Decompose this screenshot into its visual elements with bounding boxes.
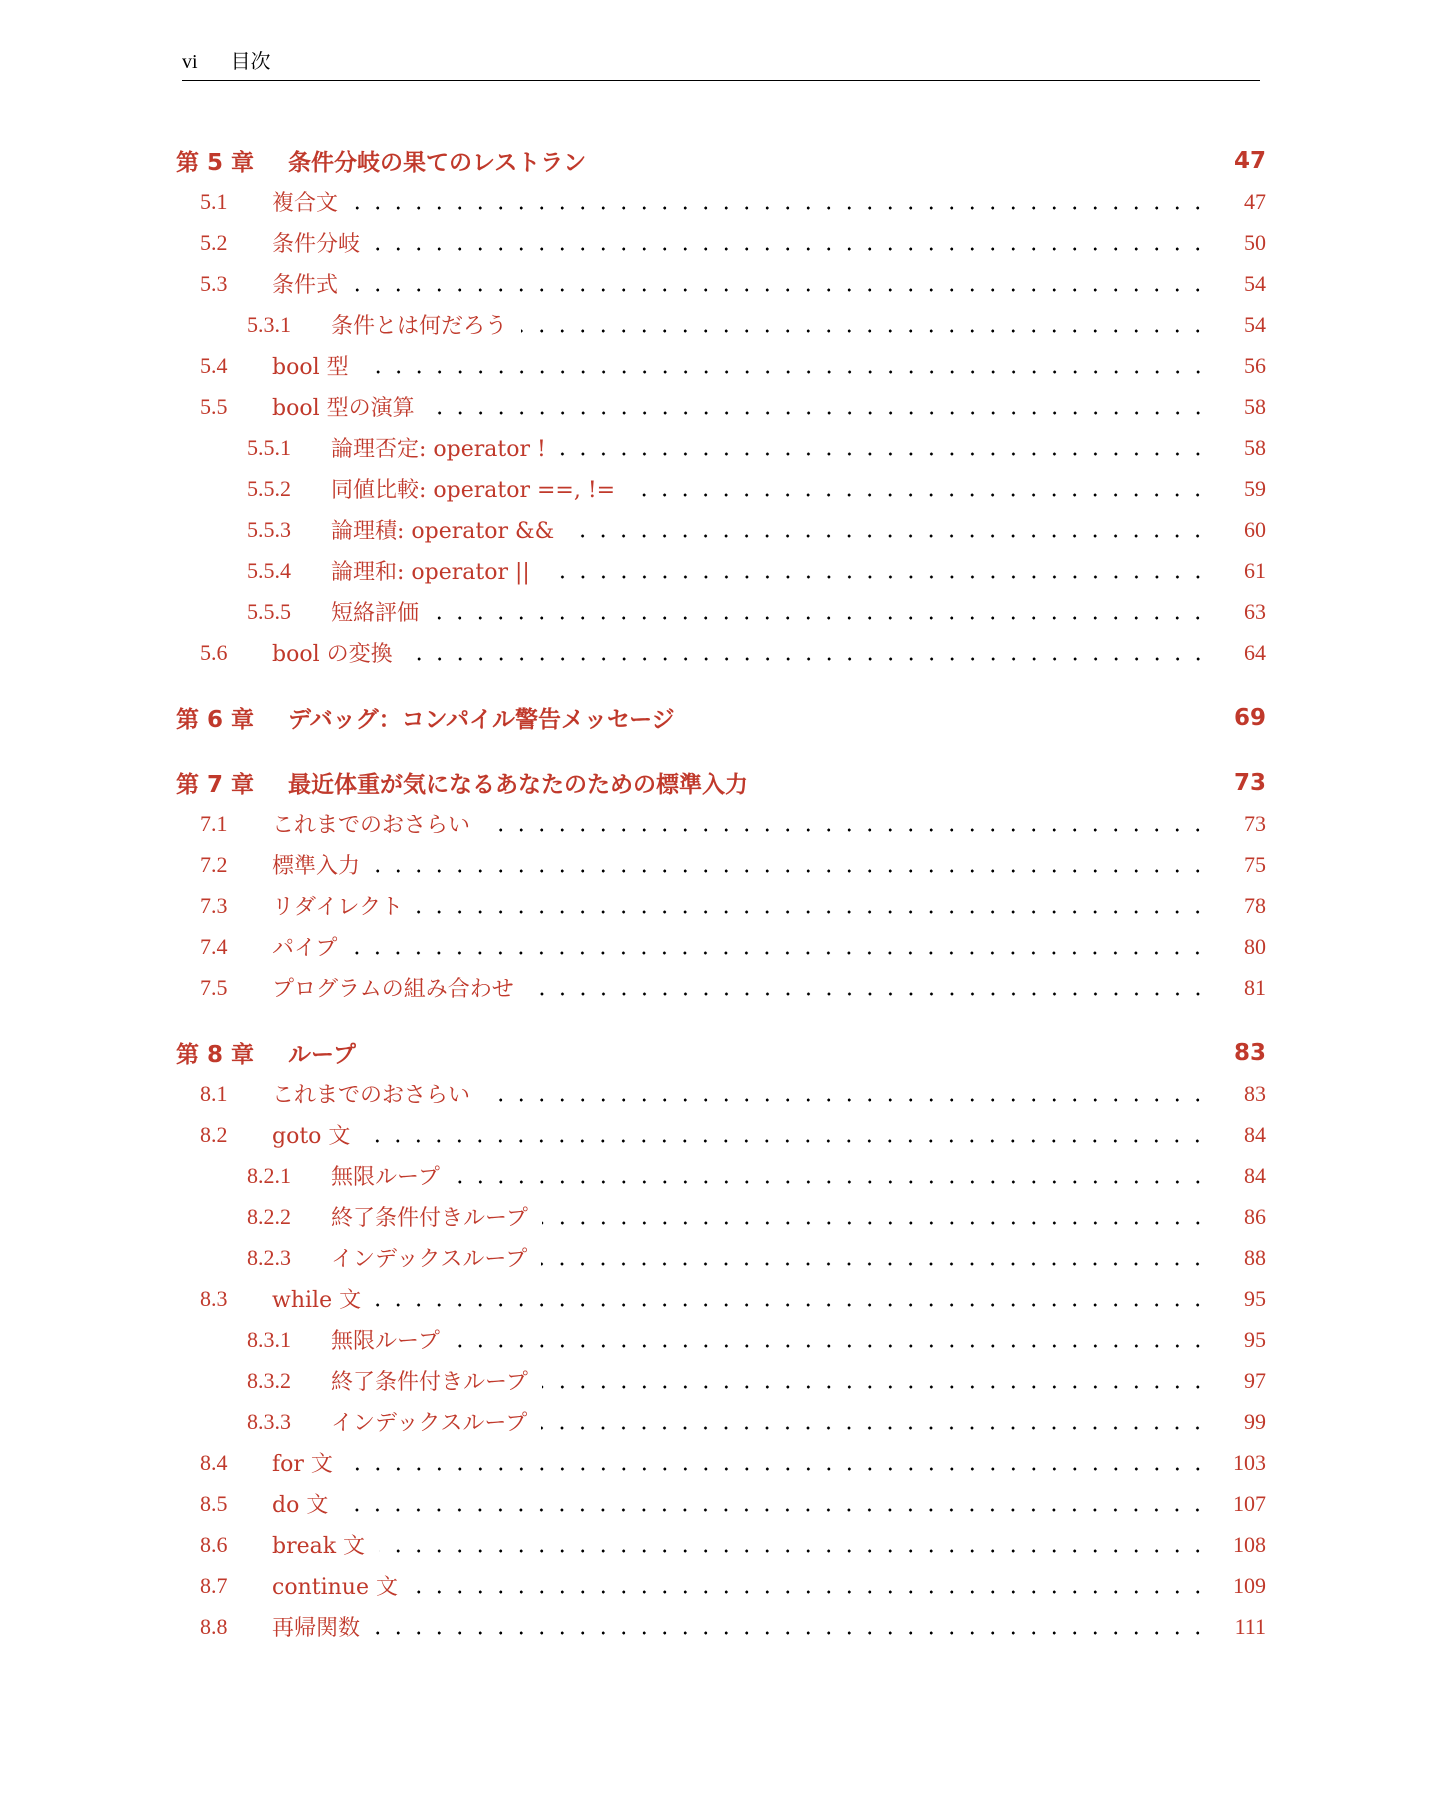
dot-leader <box>433 616 1208 620</box>
toc-entry-page: 60 <box>1244 516 1266 542</box>
toc-subsection-entry[interactable] <box>176 1401 1266 1442</box>
toc-entry-number: 7.4 <box>200 933 228 959</box>
dot-leader <box>544 575 1208 579</box>
toc-entry-page: 107 <box>1233 1490 1266 1516</box>
toc-subsection-entry[interactable] <box>176 550 1266 591</box>
toc-section-entry[interactable] <box>176 386 1266 427</box>
toc-entry-page: 95 <box>1244 1326 1266 1352</box>
toc-entry-number: 第 5 章 <box>176 150 255 176</box>
toc-entry-title: 条件分岐 <box>272 232 361 257</box>
toc-entry-number: 7.2 <box>200 851 228 877</box>
toc-entry-title: ループ <box>288 1042 356 1068</box>
dot-leader <box>375 1303 1208 1307</box>
toc-subsection-entry[interactable] <box>176 1360 1266 1401</box>
dot-leader <box>542 1221 1208 1225</box>
toc-entry-number: 8.3.3 <box>247 1408 291 1434</box>
toc-entry-number: 第 8 章 <box>176 1042 255 1068</box>
toc-entry-title: インデックスループ <box>331 1411 528 1436</box>
toc-entry-title: リダイレクト <box>272 895 404 920</box>
toc-section-entry[interactable] <box>176 222 1266 263</box>
toc-entry-number: 8.2.1 <box>247 1162 291 1188</box>
dot-leader <box>364 1139 1208 1143</box>
toc-entry-title: goto 文 <box>272 1124 351 1149</box>
toc-entry-page: 84 <box>1244 1121 1266 1147</box>
toc-entry-number: 8.3.2 <box>247 1367 291 1393</box>
dot-leader <box>560 452 1208 456</box>
toc-entry-page: 97 <box>1244 1367 1266 1393</box>
toc-entry-page: 59 <box>1244 475 1266 501</box>
dot-leader <box>454 1180 1208 1184</box>
toc-section-entry[interactable] <box>176 844 1266 885</box>
toc-entry-number: 5.2 <box>200 229 228 255</box>
toc-section-entry[interactable] <box>176 1442 1266 1483</box>
dot-leader <box>379 1549 1208 1553</box>
toc-entry-title: bool 型 <box>272 355 349 380</box>
toc-entry-page: 83 <box>1233 1039 1266 1066</box>
toc-entry-number: 5.5.3 <box>247 516 291 542</box>
toc-entry-page: 103 <box>1233 1449 1266 1475</box>
toc-entry-title: デバッグ：コンパイル警告メッセージ <box>288 707 675 733</box>
toc-entry-title: 無限ループ <box>331 1329 440 1354</box>
toc-section-entry[interactable] <box>176 1483 1266 1524</box>
toc-entry-page: 58 <box>1244 393 1266 419</box>
toc-section-entry[interactable] <box>176 1606 1266 1647</box>
toc-section-entry[interactable] <box>176 885 1266 926</box>
toc-entry-title: 論理否定: operator ! <box>331 437 546 462</box>
dot-leader <box>374 1631 1208 1635</box>
toc-entry-number: 8.3.1 <box>247 1326 291 1352</box>
toc-section-entry[interactable] <box>176 1073 1266 1114</box>
toc-entry-page: 73 <box>1244 810 1266 836</box>
toc-section-entry[interactable] <box>176 926 1266 967</box>
toc-entry-page: 47 <box>1244 188 1266 214</box>
dot-leader <box>417 910 1208 914</box>
toc-section-entry[interactable] <box>176 1524 1266 1565</box>
running-title: 目次 <box>230 51 271 73</box>
dot-leader <box>689 722 1208 726</box>
toc-entry-title: for 文 <box>272 1452 333 1477</box>
toc-entry-title: bool 型の演算 <box>272 396 415 421</box>
toc-entry-number: 8.2.2 <box>247 1203 291 1229</box>
toc-entry-title: 標準入力 <box>272 854 361 879</box>
toc-entry-number: 5.5.2 <box>247 475 291 501</box>
toc-chapter-entry[interactable] <box>176 697 1266 738</box>
toc-entry-number: 8.3 <box>200 1285 228 1311</box>
toc-subsection-entry[interactable] <box>176 509 1266 550</box>
toc-entry-number: 5.4 <box>200 352 228 378</box>
toc-entry-page: 99 <box>1244 1408 1266 1434</box>
toc-entry-title: bool の変換 <box>272 642 393 667</box>
toc-entry-number: 8.6 <box>200 1531 228 1557</box>
dot-leader <box>342 1508 1208 1512</box>
toc-subsection-entry[interactable] <box>176 427 1266 468</box>
toc-entry-title: 論理和: operator || <box>331 560 530 585</box>
toc-entry-title: 条件式 <box>272 273 339 298</box>
dot-leader <box>374 869 1208 873</box>
toc-entry-number: 8.2.3 <box>247 1244 291 1270</box>
toc-section-entry[interactable] <box>176 345 1266 386</box>
toc-entry-title: break 文 <box>272 1534 366 1559</box>
dot-leader <box>541 1426 1208 1430</box>
toc-entry-page: 84 <box>1244 1162 1266 1188</box>
toc-section-entry[interactable] <box>176 263 1266 304</box>
toc-entry-number: 第 7 章 <box>176 772 255 798</box>
toc-entry-title: 複合文 <box>272 191 339 216</box>
toc-entry-title: これまでのおさらい <box>272 1083 471 1108</box>
toc-entry-title: do 文 <box>272 1493 329 1518</box>
toc-entry-title: 無限ループ <box>331 1165 440 1190</box>
toc-entry-number: 7.3 <box>200 892 228 918</box>
toc-section-entry[interactable] <box>176 1114 1266 1155</box>
dot-leader <box>351 951 1208 955</box>
dot-leader <box>484 1098 1208 1102</box>
toc-entry-page: 63 <box>1244 598 1266 624</box>
dot-leader <box>374 247 1208 251</box>
toc-entry-number: 5.3 <box>200 270 228 296</box>
toc-chapter-entry[interactable] <box>176 762 1266 803</box>
toc-entry-number: 7.5 <box>200 974 228 1000</box>
toc-entry-page: 75 <box>1244 851 1266 877</box>
dot-leader <box>412 1590 1208 1594</box>
page-header <box>182 52 1260 81</box>
toc-entry-page: 108 <box>1233 1531 1266 1557</box>
toc-entry-page: 109 <box>1233 1572 1266 1598</box>
toc-section-entry[interactable] <box>176 967 1266 1008</box>
toc-entry-number: 8.5 <box>200 1490 228 1516</box>
dot-leader <box>600 165 1208 169</box>
dot-leader <box>541 1262 1208 1266</box>
toc-subsection-entry[interactable] <box>176 1237 1266 1278</box>
toc-entry-title: 終了条件付きループ <box>331 1370 528 1395</box>
toc-entry-page: 61 <box>1244 557 1266 583</box>
toc-entry-title: continue 文 <box>272 1575 398 1600</box>
toc-section-entry[interactable] <box>176 632 1266 673</box>
toc-entry-title: 再帰関数 <box>272 1616 361 1641</box>
toc-section-entry[interactable] <box>176 1565 1266 1606</box>
toc-entry-page: 50 <box>1244 229 1266 255</box>
toc-entry-title: 最近体重が気になるあなたのための標準入力 <box>288 772 748 798</box>
toc-entry-number: 5.3.1 <box>247 311 291 337</box>
toc-entry-page: 64 <box>1244 639 1266 665</box>
toc-entry-number: 5.6 <box>200 639 228 665</box>
toc-entry-number: 8.8 <box>200 1613 228 1639</box>
toc-entry-number: 8.4 <box>200 1449 228 1475</box>
dot-leader <box>484 828 1208 832</box>
dot-leader <box>454 1344 1208 1348</box>
toc-entry-page: 56 <box>1244 352 1266 378</box>
toc-entry-page: 54 <box>1244 270 1266 296</box>
toc-entry-number: 8.1 <box>200 1080 228 1106</box>
toc-subsection-entry[interactable] <box>176 304 1266 345</box>
toc-entry-page: 73 <box>1233 769 1266 796</box>
toc-entry-number: 7.1 <box>200 810 228 836</box>
toc-entry-page: 78 <box>1244 892 1266 918</box>
toc-entry-page: 88 <box>1244 1244 1266 1270</box>
toc-entry-page: 83 <box>1244 1080 1266 1106</box>
dot-leader <box>542 1385 1208 1389</box>
toc-entry-page: 111 <box>1234 1613 1266 1639</box>
toc-entry-number: 8.7 <box>200 1572 228 1598</box>
toc-entry-number: 5.5 <box>200 393 228 419</box>
toc-entry-page: 81 <box>1244 974 1266 1000</box>
page-number: vi <box>182 51 198 73</box>
toc-entry-page: 86 <box>1244 1203 1266 1229</box>
toc-entry-page: 58 <box>1244 434 1266 460</box>
toc-entry-page: 54 <box>1244 311 1266 337</box>
toc-subsection-entry[interactable] <box>176 468 1266 509</box>
dot-leader <box>568 534 1208 538</box>
toc-chapter-entry[interactable] <box>176 140 1266 181</box>
dot-leader <box>429 411 1208 415</box>
toc-entry-title: 論理積: operator && <box>331 519 555 544</box>
toc-entry-title: プログラムの組み合わせ <box>272 977 514 1002</box>
toc-subsection-entry[interactable] <box>176 1155 1266 1196</box>
toc-chapter-entry[interactable] <box>176 1032 1266 1073</box>
toc-entry-number: 8.2 <box>200 1121 228 1147</box>
table-of-contents <box>176 140 1266 1647</box>
toc-subsection-entry[interactable] <box>176 1319 1266 1360</box>
toc-subsection-entry[interactable] <box>176 1196 1266 1237</box>
toc-entry-title: インデックスループ <box>331 1247 528 1272</box>
dot-leader <box>347 1467 1208 1471</box>
toc-entry-page: 69 <box>1233 704 1266 731</box>
dot-leader <box>363 370 1208 374</box>
toc-entry-title: while 文 <box>272 1288 362 1313</box>
toc-section-entry[interactable] <box>176 181 1266 222</box>
dot-leader <box>762 787 1208 791</box>
toc-entry-page: 47 <box>1233 147 1266 174</box>
toc-entry-title: これまでのおさらい <box>272 813 471 838</box>
toc-entry-title: 短絡評価 <box>331 601 420 626</box>
toc-entry-number: 第 6 章 <box>176 707 255 733</box>
toc-entry-title: パイプ <box>272 936 338 961</box>
toc-entry-title: 条件分岐の果てのレストラン <box>288 150 587 176</box>
toc-entry-page: 80 <box>1244 933 1266 959</box>
dot-leader <box>407 657 1208 661</box>
toc-section-entry[interactable] <box>176 1278 1266 1319</box>
dot-leader <box>370 1057 1208 1061</box>
dot-leader <box>629 493 1208 497</box>
toc-subsection-entry[interactable] <box>176 591 1266 632</box>
dot-leader <box>528 992 1208 996</box>
dot-leader <box>352 206 1208 210</box>
dot-leader <box>352 288 1208 292</box>
toc-entry-number: 5.1 <box>200 188 228 214</box>
dot-leader <box>521 329 1208 333</box>
toc-entry-title: 条件とは何だろう <box>331 314 508 339</box>
toc-entry-number: 5.5.1 <box>247 434 291 460</box>
toc-entry-number: 5.5.4 <box>247 557 291 583</box>
toc-section-entry[interactable] <box>176 803 1266 844</box>
toc-entry-title: 同値比較: operator ==, != <box>331 478 616 503</box>
toc-entry-title: 終了条件付きループ <box>331 1206 528 1231</box>
toc-entry-number: 5.5.5 <box>247 598 291 624</box>
toc-entry-page: 95 <box>1244 1285 1266 1311</box>
